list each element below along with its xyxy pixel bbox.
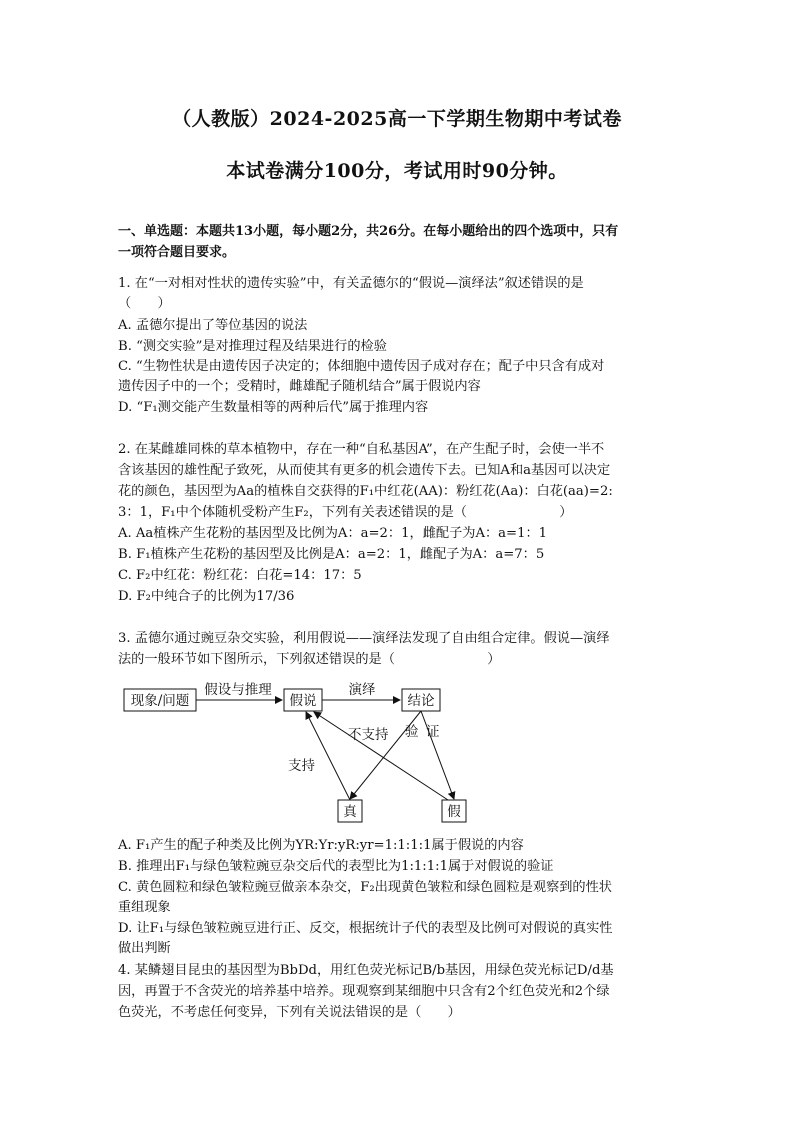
true-label: 真 <box>343 804 357 820</box>
q3-stem: 法的一般环节如下图所示，下列叙述错误的是（ ） <box>118 652 501 667</box>
q3-option-d-cont: 做出判断 <box>118 941 171 956</box>
section-heading <box>118 221 678 263</box>
page-title: （人教版）2024-2025高一下学期生物期中考试卷 <box>172 108 622 130</box>
hypothesis-label: 假说 <box>289 693 317 709</box>
q2-option-a: A. Aa植株产生花粉的基因型及比例为A：a=2：1，雌配子为A：a=1：1 <box>118 526 548 541</box>
q1-stem: （ ） <box>118 296 171 311</box>
q3-option-c-cont: 重组现象 <box>118 900 171 915</box>
hypothesize-label: 假设与推理 <box>204 682 272 698</box>
q4-stem: 4. 某鳞翅目昆虫的基因型为BbDd，用红色荧光标记B/b基因，用绿色荧光标记D/d基 <box>118 963 614 978</box>
section-heading-line: 一项符合题目要求。 <box>118 245 236 260</box>
phenomenon-label: 现象/问题 <box>130 693 190 709</box>
section-heading-line: 一、单选题：本题共13小题，每小题2分，共26分。在每小题给出的四个选项中，只有 <box>118 224 619 239</box>
q1-option-c: C. “生物性状是由遗传因子决定的；体细胞中遗传因子成对存在；配子中只含有成对 <box>118 359 605 374</box>
verify-label: 验 <box>405 724 419 740</box>
q1-stem: 1. 在“一对相对性状的遗传实验”中，有关孟德尔的“假说—演绎法”叙述错误的是 <box>118 276 584 291</box>
q3-option-c: C. 黄色圆粒和绿色皱粒豌豆做亲本杂交，F₂出现黄色皱粒和绿色圆粒是观察到的性状 <box>118 880 612 895</box>
q1-option-a: A. 孟德尔提出了等位基因的说法 <box>118 318 308 333</box>
not-support-label: 不支持 <box>348 727 389 743</box>
conclusion-label: 结论 <box>407 693 435 709</box>
hypothetico-deductive-diagram <box>118 676 478 826</box>
false-label: 假 <box>447 804 461 820</box>
q2-option-b: B. F₁植株产生花粉的基因型及比例是A：a=2：1，雌配子为A：a=7：5 <box>118 547 545 562</box>
q3-stem: 3. 孟德尔通过豌豆杂交实验，利用假说——演绎法发现了自由组合定律。假说—演绎 <box>118 631 610 646</box>
q4-stem: 色荧光，不考虑任何变异，下列有关说法错误的是（ ） <box>118 1005 461 1020</box>
q2-stem: 3：1，F₁中个体随机受粉产生F₂，下列有关表述错误的是（ ） <box>118 505 573 520</box>
q3-option-d: D. 让F₁与绿色皱粒豌豆进行正、反交，根据统计子代的表型及比例可对假说的真实性 <box>118 921 613 936</box>
q1-option-b: B. “测交实验”是对推理过程及结果进行的检验 <box>118 339 387 354</box>
support-label: 支持 <box>288 758 315 774</box>
q2-stem: 含该基因的雄性配子致死，从而使其有更多的机会遗传下去。已知A和a基因可以决定 <box>118 463 611 478</box>
q1-option-d: D. “F₁测交能产生数量相等的两种后代”属于推理内容 <box>118 400 429 415</box>
q2-stem: 花的颜色，基因型为Aa的植株自交获得的F₁中红花(AA)：粉红花(Aa)：白花(aa)=2: <box>118 484 613 499</box>
q2-stem: 2. 在某雌雄同株的草本植物中，存在一种“自私基因A”，在产生配子时，会使一半不 <box>118 442 605 457</box>
q2-option-d: D. F₂中纯合子的比例为17/36 <box>118 589 295 604</box>
q3-option-a: A. F₁产生的配子种类及比例为YR:Yr:yR:yr=1:1:1:1属于假说的内容 <box>118 838 524 853</box>
page-subtitle: 本试卷满分100分，考试用时90分钟。 <box>226 160 568 182</box>
verify-label-2: 证 <box>426 724 440 740</box>
deduce-label: 演绎 <box>348 682 376 698</box>
q1-option-c-cont: 遗传因子中的一个；受精时，雌雄配子随机结合”属于假说内容 <box>118 379 481 394</box>
q4-stem: 因，再置于不含荧光的培养基中培养。现观察到某细胞中只含有2个红色荧光和2个绿 <box>118 984 610 999</box>
support-arrow <box>306 712 350 800</box>
q3-option-b: B. 推理出F₁与绿色皱粒豌豆杂交后代的表型比为1:1:1:1属于对假说的验证 <box>118 859 554 874</box>
q2-option-c: C. F₂中红花：粉红花：白花=14：17：5 <box>118 568 362 583</box>
